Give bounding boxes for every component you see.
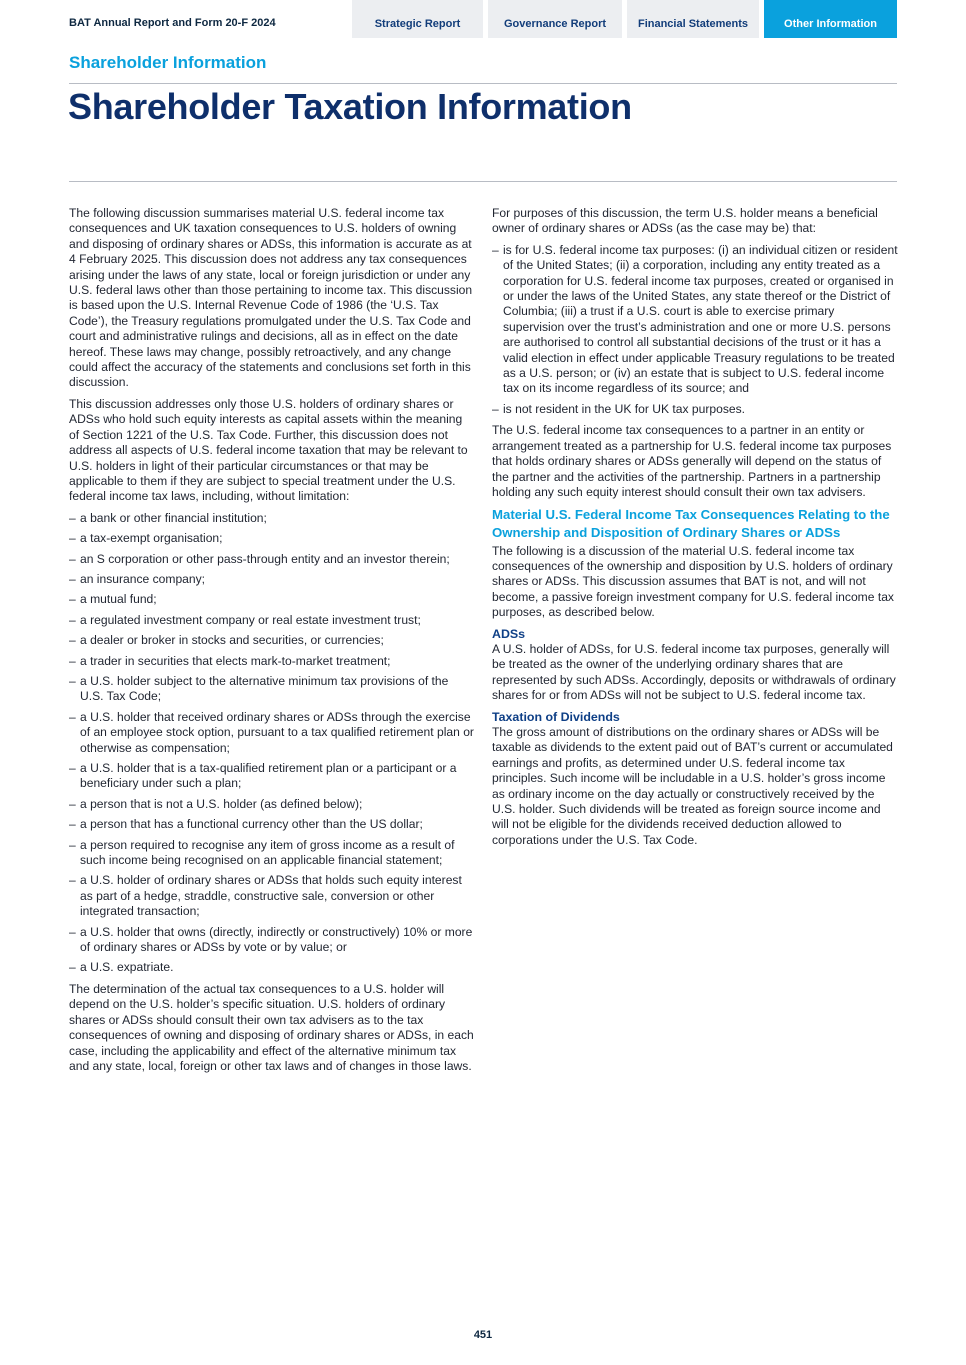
list-item: – is for U.S. federal income tax purposes: (i) an individual citizen or resident of the United States; (ii) a corporation, including any entity treated as a corporation for U.S. federal income tax purposes, created or organised in or under the laws of the United States, any state thereof or the District of Columbia; (iii) a trust if a U.S. court is able to exercise primary supervision over the trust’s administration and one or more U.S. persons are authorised to control all substantial decisions of the trust or it has a valid election in effect under applicable Treasury regulations to be treated as a U.S. person; or (iv) an estate that is subject to U.S. federal income tax on its income regardless of its source; and [492,243,898,397]
list-item: – a mutual fund; [69,592,475,607]
list-item: – a U.S. holder that is a tax-qualified retirement plan or a participant or a beneficiary under such a plan; [69,761,475,792]
intro-paragraph: The following discussion summarises material U.S. federal income tax consequences and UK taxation consequences to U.S. holders of owning and disposing of ordinary shares or ADSs, this information is accurate as at 4 February 2025. This discussion does not address any tax consequences arising under the laws of any state, local or foreign jurisdiction or under any U.S. federal laws other than those pertaining to income tax. This discussion is based upon the U.S. Internal Revenue Code of 1986 (the ‘U.S. Tax Code’), the Treasury regulations promulgated under the U.S. Tax Code and court and administrative rulings and decisions, all as in effect on the date hereof. These laws may change, possibly retroactively, and any change could affect the accuracy of the statements and conclusions set forth in this discussion. [69,206,473,390]
tab-other-information[interactable]: Other Information [764,0,897,38]
list-item: – an insurance company; [69,572,475,587]
list-item: – an S corporation or other pass-through entity and an investor therein; [69,552,475,567]
scope-paragraph: This discussion addresses only those U.S. holders of ordinary shares or ADSs who hold such equity interests as capital assets within the meaning of Section 1221 of the U.S. Tax Code. Further, this discussion does not address all aspects of U.S. federal income taxation that may be relevant to U.S. holders in light of their particular circumstances or that may be applicable to them if they are subject to special treatment under the U.S. federal income tax laws, including, without limitation: [69,396,468,504]
tab-governance-report[interactable]: Governance Report [488,0,622,38]
list-item: – a U.S. holder that owns (directly, indirectly or constructively) 10% or more of ordinary shares or ADSs by vote or by value; or [69,925,475,956]
us-holder-criteria-list [492,243,898,417]
tab-financial-statements[interactable]: Financial Statements [627,0,759,38]
left-column [69,206,475,1080]
us-holder-definition: For purposes of this discussion, the term U.S. holder means a beneficial owner of ordinary shares or ADSs (as the case may be) that: [492,206,878,236]
list-item: – a U.S. holder of ordinary shares or ADSs that holds such equity interest as part of a hedge, straddle, constructive sale, conversion or other integrated transaction; [69,873,475,919]
report-title: BAT Annual Report and Form 20-F 2024 [69,17,276,29]
adss-heading: ADSs [492,626,526,641]
material-consequences-paragraph: The following is a discussion of the material U.S. federal income tax consequences of the ownership and disposition by U.S. holders of ordinary shares or ADSs. This discussion assumes that BAT is not, and will not become, a passive foreign investment company for U.S. federal income tax purposes, as described below. [492,543,894,620]
list-item: – a person that is not a U.S. holder (as defined below); [69,797,475,812]
taxation-of-dividends-heading: Taxation of Dividends [492,709,620,724]
dividends-paragraph: The gross amount of distributions on the ordinary shares or ADSs will be taxable as dividends to the extent paid out of BAT’s current or accumulated earnings and profits, as determined under U.S. federal income tax principles. Such income will be includable in a U.S. holder’s gross income as ordinary income on the day actually or constructively received by the U.S. holder. Such dividends will be treated as foreign source income and will not be eligible for the dividends received deduction allowed to corporations under the U.S. Tax Code. [492,724,893,847]
list-item: – a U.S. expatriate. [69,960,475,975]
page-title: Shareholder Taxation Information [68,86,632,127]
closing-paragraph: The determination of the actual tax consequences to a U.S. holder will depend on the U.S. holder’s specific situation. U.S. holders of ordinary shares or ADSs should consult their own tax advisers as to the tax consequences of owning and disposing of ordinary shares or ADSs, in each case, including the applicability and effect of the alternative minimum tax and any state, local, foreign or other tax laws and of changes in those laws. [69,981,474,1073]
title-divider [69,181,897,182]
list-item: – a U.S. holder subject to the alternative minimum tax provisions of the U.S. Tax Code; [69,674,475,705]
partnership-paragraph: The U.S. federal income tax consequences to a partner in an entity or arrangement treated as a partnership for U.S. federal income tax purposes that holds ordinary shares or ADSs generally will depend on the status of the partner and the activities of the partnership. Partners in a partnership holding any such equity interest should consult their own tax advisers. [492,423,892,499]
list-item: – a tax-exempt organisation; [69,531,475,546]
right-column [492,206,898,854]
list-item: – a person that has a functional currency other than the US dollar; [69,817,475,832]
top-navigation [0,0,966,38]
adss-paragraph: A U.S. holder of ADSs, for U.S. federal income tax purposes, generally will be treated as the owner of the underlying ordinary shares that are represented by such ADSs. Accordingly, deposits or withdrawals of ordinary shares for or from ADSs will not be subject to U.S. federal income tax. [492,641,896,703]
material-consequences-heading: Material U.S. Federal Income Tax Consequences Relating to the Ownership and Disposition of Ordinary Shares or ADSs [492,507,890,540]
list-item: – a bank or other financial institution; [69,511,475,526]
list-item: – is not resident in the UK for UK tax purposes. [492,402,898,417]
section-label: Shareholder Information [69,53,267,72]
list-item: – a dealer or broker in stocks and securities, or currencies; [69,633,475,648]
list-item: – a trader in securities that elects mark-to-market treatment; [69,654,475,669]
tab-strategic-report[interactable]: Strategic Report [352,0,483,38]
list-item: – a regulated investment company or real estate investment trust; [69,613,475,628]
list-item: – a U.S. holder that received ordinary shares or ADSs through the exercise of an employee stock option, pursuant to a tax qualified retirement plan or otherwise as compensation; [69,710,475,756]
header-divider [69,83,897,84]
special-treatment-list [69,511,475,976]
page-number: 451 [473,1329,493,1341]
list-item: – a person required to recognise any item of gross income as a result of such income being recognised on an applicable financial statement; [69,838,475,869]
